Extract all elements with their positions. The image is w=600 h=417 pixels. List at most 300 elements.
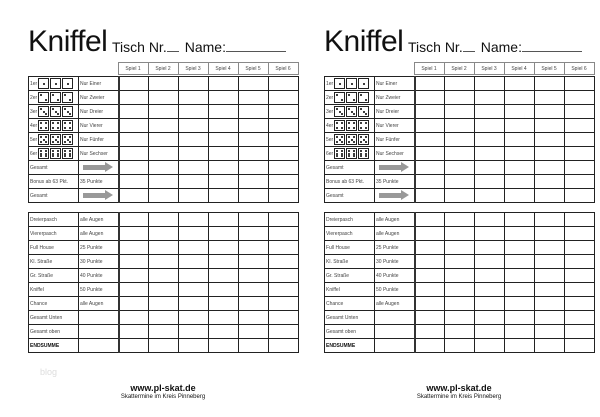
score-cell[interactable] (535, 241, 565, 255)
score-cell[interactable] (475, 227, 505, 241)
score-cell[interactable] (149, 189, 179, 203)
table-row (325, 189, 595, 203)
score-cell[interactable] (415, 119, 445, 133)
score-cell[interactable] (415, 297, 445, 311)
score-cell[interactable] (415, 161, 445, 175)
row-label: 5er (325, 133, 375, 147)
score-cell[interactable] (475, 255, 505, 269)
score-cell[interactable] (475, 91, 505, 105)
score-cell[interactable] (505, 269, 535, 283)
score-cell[interactable] (179, 269, 209, 283)
score-cell[interactable] (209, 161, 239, 175)
table-row (29, 339, 299, 353)
score-cell[interactable] (445, 91, 475, 105)
score-cell[interactable] (475, 213, 505, 227)
score-cell[interactable] (239, 227, 269, 241)
score-cell[interactable] (475, 311, 505, 325)
score-cell[interactable] (505, 147, 535, 161)
score-cell[interactable] (239, 297, 269, 311)
score-cell[interactable] (505, 91, 535, 105)
score-cell[interactable] (119, 189, 149, 203)
score-cell[interactable] (209, 119, 239, 133)
score-cell[interactable] (269, 297, 299, 311)
score-cell[interactable] (149, 283, 179, 297)
score-cell[interactable] (475, 339, 505, 353)
score-cell[interactable] (535, 227, 565, 241)
row-label: Full House (325, 241, 375, 255)
table-row (29, 255, 299, 269)
score-cell[interactable] (209, 339, 239, 353)
score-cell[interactable] (415, 175, 445, 189)
score-cell[interactable] (475, 119, 505, 133)
score-cell[interactable] (209, 147, 239, 161)
score-cell[interactable] (535, 213, 565, 227)
score-cell[interactable] (505, 325, 535, 339)
row-description: Nur Zweier (79, 91, 119, 105)
score-cell[interactable] (565, 311, 595, 325)
score-cell[interactable] (149, 133, 179, 147)
table-row (325, 77, 595, 91)
score-cell[interactable] (535, 325, 565, 339)
score-cell[interactable] (475, 283, 505, 297)
score-cell[interactable] (209, 297, 239, 311)
score-cell[interactable] (445, 269, 475, 283)
die-4-icon (38, 120, 49, 131)
row-label: Chance (325, 297, 375, 311)
upper-section-table (324, 76, 595, 203)
score-cell[interactable] (209, 77, 239, 91)
score-cell[interactable] (239, 339, 269, 353)
score-cell[interactable] (445, 241, 475, 255)
score-cell[interactable] (209, 91, 239, 105)
score-cell[interactable] (445, 227, 475, 241)
score-cell[interactable] (415, 241, 445, 255)
score-cell[interactable] (505, 161, 535, 175)
score-cell[interactable] (565, 147, 595, 161)
score-cell[interactable] (149, 175, 179, 189)
row-description: 40 Punkte (79, 269, 119, 283)
score-cell[interactable] (415, 213, 445, 227)
score-cell[interactable] (209, 175, 239, 189)
score-cell[interactable] (565, 297, 595, 311)
score-cell[interactable] (239, 325, 269, 339)
score-cell[interactable] (239, 269, 269, 283)
score-cell[interactable] (269, 147, 299, 161)
score-cell[interactable] (149, 241, 179, 255)
score-cell[interactable] (149, 269, 179, 283)
score-cell[interactable] (209, 227, 239, 241)
score-cell[interactable] (475, 297, 505, 311)
upper-section-table (28, 76, 299, 203)
score-cell[interactable] (179, 213, 209, 227)
score-cell[interactable] (475, 133, 505, 147)
score-cell[interactable] (269, 91, 299, 105)
score-cell[interactable] (505, 189, 535, 203)
score-cell[interactable] (475, 147, 505, 161)
score-cell[interactable] (239, 283, 269, 297)
score-cell[interactable] (149, 339, 179, 353)
die-6-icon (334, 148, 345, 159)
table-number-field[interactable] (167, 39, 179, 52)
score-cell[interactable] (179, 227, 209, 241)
score-cell[interactable] (149, 77, 179, 91)
score-cell[interactable] (505, 213, 535, 227)
score-cell[interactable] (119, 161, 149, 175)
table-row (325, 161, 595, 175)
die-1-icon (334, 78, 345, 89)
score-cell[interactable] (209, 325, 239, 339)
score-cell[interactable] (445, 119, 475, 133)
score-cell[interactable] (505, 241, 535, 255)
score-cell[interactable] (179, 77, 209, 91)
score-cell[interactable] (209, 283, 239, 297)
score-cell[interactable] (209, 255, 239, 269)
score-cell[interactable] (269, 311, 299, 325)
score-cell[interactable] (239, 311, 269, 325)
table-row (29, 241, 299, 255)
score-cell[interactable] (565, 255, 595, 269)
score-cell[interactable] (535, 255, 565, 269)
score-cell[interactable] (535, 161, 565, 175)
row-description: alle Augen (79, 297, 119, 311)
score-cell[interactable] (239, 161, 269, 175)
score-cell[interactable] (119, 91, 149, 105)
row-label: Gesamt (29, 189, 79, 203)
score-cell[interactable] (239, 241, 269, 255)
die-5-icon (358, 134, 369, 145)
score-cell[interactable] (505, 133, 535, 147)
score-cell[interactable] (415, 189, 445, 203)
score-cell[interactable] (565, 133, 595, 147)
score-cell[interactable] (179, 189, 209, 203)
score-cell[interactable] (119, 283, 149, 297)
score-cell[interactable] (445, 325, 475, 339)
game-header-cell: Spiel 3 (178, 63, 208, 75)
score-cell[interactable] (209, 189, 239, 203)
table-row (325, 339, 595, 353)
score-cell[interactable] (565, 161, 595, 175)
score-cell[interactable] (239, 105, 269, 119)
score-cell[interactable] (119, 213, 149, 227)
score-cell[interactable] (119, 241, 149, 255)
score-cell[interactable] (269, 325, 299, 339)
score-cell[interactable] (149, 105, 179, 119)
score-cell[interactable] (565, 339, 595, 353)
score-cell[interactable] (535, 105, 565, 119)
game-header-cell: Spiel 4 (504, 63, 534, 75)
row-description (79, 311, 119, 325)
score-cell[interactable] (445, 339, 475, 353)
score-cell[interactable] (565, 175, 595, 189)
score-cell[interactable] (119, 311, 149, 325)
score-cell[interactable] (445, 189, 475, 203)
score-cell[interactable] (239, 255, 269, 269)
score-cell[interactable] (269, 119, 299, 133)
row-label: Chance (29, 297, 79, 311)
table-row (29, 189, 299, 203)
score-cell[interactable] (475, 189, 505, 203)
score-cell[interactable] (415, 105, 445, 119)
row-description: alle Augen (375, 227, 415, 241)
row-label: ENDSUMME (29, 339, 79, 353)
score-cell[interactable] (269, 283, 299, 297)
score-cell[interactable] (209, 133, 239, 147)
score-cell[interactable] (535, 77, 565, 91)
game-header-cell: Spiel 4 (208, 63, 238, 75)
die-2-icon (62, 92, 73, 103)
die-5-icon (50, 134, 61, 145)
score-cell[interactable] (149, 213, 179, 227)
score-cell[interactable] (415, 147, 445, 161)
score-cell[interactable] (505, 77, 535, 91)
score-cell[interactable] (209, 311, 239, 325)
footer-url[interactable]: www.pl-skat.de (130, 383, 196, 393)
score-cell[interactable] (179, 133, 209, 147)
score-cell[interactable] (445, 255, 475, 269)
row-label: 6er (29, 147, 79, 161)
score-cell[interactable] (269, 105, 299, 119)
score-cell[interactable] (239, 213, 269, 227)
score-cell[interactable] (445, 147, 475, 161)
score-cell[interactable] (445, 311, 475, 325)
score-cell[interactable] (149, 119, 179, 133)
score-cell[interactable] (149, 325, 179, 339)
score-cell[interactable] (179, 311, 209, 325)
score-cell[interactable] (269, 133, 299, 147)
score-cell[interactable] (535, 175, 565, 189)
score-cell[interactable] (415, 325, 445, 339)
score-cell[interactable] (565, 77, 595, 91)
row-description (375, 339, 415, 353)
score-cell[interactable] (505, 227, 535, 241)
row-description: Nur Fünfer (375, 133, 415, 147)
score-cell[interactable] (445, 105, 475, 119)
score-cell[interactable] (149, 255, 179, 269)
score-cell[interactable] (565, 227, 595, 241)
game-header-cell: Spiel 5 (238, 63, 268, 75)
row-label: Kl. Straße (325, 255, 375, 269)
die-6-icon (358, 148, 369, 159)
row-label: Dreierpasch (29, 213, 79, 227)
score-cell[interactable] (239, 77, 269, 91)
table-row (325, 91, 595, 105)
score-cell[interactable] (239, 119, 269, 133)
score-cell[interactable] (239, 133, 269, 147)
score-cell[interactable] (179, 175, 209, 189)
score-cell[interactable] (119, 175, 149, 189)
die-2-icon (50, 92, 61, 103)
score-cell[interactable] (445, 133, 475, 147)
score-cell[interactable] (149, 297, 179, 311)
die-2-icon (358, 92, 369, 103)
score-cell[interactable] (179, 297, 209, 311)
score-cell[interactable] (179, 241, 209, 255)
score-cell[interactable] (269, 213, 299, 227)
score-cell[interactable] (505, 175, 535, 189)
score-cell[interactable] (209, 213, 239, 227)
score-cell[interactable] (119, 77, 149, 91)
table-row (29, 147, 299, 161)
score-cell[interactable] (565, 269, 595, 283)
score-cell[interactable] (445, 77, 475, 91)
score-cell[interactable] (119, 269, 149, 283)
score-cell[interactable] (415, 311, 445, 325)
score-cell[interactable] (505, 339, 535, 353)
row-description: 50 Punkte (375, 283, 415, 297)
score-cell[interactable] (179, 255, 209, 269)
score-cell[interactable] (415, 91, 445, 105)
score-cell[interactable] (445, 213, 475, 227)
score-cell[interactable] (269, 241, 299, 255)
footer-subtitle: Skattermine im Kreis Pinneberg (416, 394, 502, 400)
score-cell[interactable] (565, 283, 595, 297)
score-cell[interactable] (535, 147, 565, 161)
table-row (29, 105, 299, 119)
table-row (29, 297, 299, 311)
score-cell[interactable] (269, 175, 299, 189)
score-cell[interactable] (535, 119, 565, 133)
score-cell[interactable] (269, 189, 299, 203)
score-cell[interactable] (269, 227, 299, 241)
score-cell[interactable] (149, 161, 179, 175)
score-cell[interactable] (119, 227, 149, 241)
score-cell[interactable] (209, 269, 239, 283)
score-cell[interactable] (269, 269, 299, 283)
row-description: 35 Punkte (79, 175, 119, 189)
table-row (325, 147, 595, 161)
score-cell[interactable] (415, 283, 445, 297)
table-row (325, 175, 595, 189)
row-label: Dreierpasch (325, 213, 375, 227)
score-cell[interactable] (565, 91, 595, 105)
score-cell[interactable] (535, 91, 565, 105)
die-6-icon (50, 148, 61, 159)
score-cell[interactable] (565, 325, 595, 339)
score-cell[interactable] (475, 269, 505, 283)
score-cell[interactable] (179, 119, 209, 133)
score-cell[interactable] (565, 241, 595, 255)
score-cell[interactable] (119, 325, 149, 339)
score-cell[interactable] (179, 283, 209, 297)
score-cell[interactable] (475, 241, 505, 255)
score-cell[interactable] (445, 283, 475, 297)
score-cell[interactable] (119, 339, 149, 353)
score-cell[interactable] (445, 161, 475, 175)
score-cell[interactable] (505, 283, 535, 297)
score-cell[interactable] (119, 133, 149, 147)
game-header-cell: Spiel 6 (268, 63, 298, 75)
row-label: Kniffel (325, 283, 375, 297)
score-cell[interactable] (209, 241, 239, 255)
score-cell[interactable] (269, 255, 299, 269)
name-label: Name: (480, 39, 522, 55)
score-cell[interactable] (119, 297, 149, 311)
score-cell[interactable] (149, 147, 179, 161)
score-cell[interactable] (445, 175, 475, 189)
table-number-field[interactable] (463, 39, 475, 52)
row-label: 2er (325, 91, 375, 105)
table-row (29, 325, 299, 339)
score-cell[interactable] (535, 133, 565, 147)
score-cell[interactable] (239, 147, 269, 161)
score-cell[interactable] (535, 269, 565, 283)
score-cell[interactable] (179, 105, 209, 119)
score-cell[interactable] (565, 105, 595, 119)
row-description: 25 Punkte (375, 241, 415, 255)
score-cell[interactable] (149, 227, 179, 241)
score-cell[interactable] (505, 119, 535, 133)
score-cell[interactable] (535, 297, 565, 311)
score-cell[interactable] (505, 255, 535, 269)
score-cell[interactable] (209, 105, 239, 119)
score-cell[interactable] (415, 133, 445, 147)
score-cell[interactable] (179, 147, 209, 161)
score-cell[interactable] (565, 119, 595, 133)
game-header-cell: Spiel 2 (444, 63, 474, 75)
score-cell[interactable] (505, 105, 535, 119)
table-row (29, 213, 299, 227)
score-cell[interactable] (565, 189, 595, 203)
score-cell[interactable] (535, 189, 565, 203)
score-cell[interactable] (269, 77, 299, 91)
score-cell[interactable] (415, 339, 445, 353)
score-cell[interactable] (415, 227, 445, 241)
score-cell[interactable] (179, 339, 209, 353)
score-cell[interactable] (119, 119, 149, 133)
score-cell[interactable] (239, 189, 269, 203)
score-cell[interactable] (415, 255, 445, 269)
score-cell[interactable] (535, 311, 565, 325)
name-field[interactable] (522, 39, 582, 52)
row-label: ENDSUMME (325, 339, 375, 353)
score-cell[interactable] (239, 175, 269, 189)
score-cell[interactable] (565, 213, 595, 227)
score-cell[interactable] (179, 91, 209, 105)
score-cell[interactable] (119, 255, 149, 269)
score-cell[interactable] (149, 311, 179, 325)
score-cell[interactable] (415, 269, 445, 283)
score-cell[interactable] (475, 325, 505, 339)
table-row (29, 269, 299, 283)
score-cell[interactable] (149, 91, 179, 105)
score-cell[interactable] (119, 147, 149, 161)
score-cell[interactable] (239, 91, 269, 105)
score-cell[interactable] (269, 161, 299, 175)
score-cell[interactable] (475, 161, 505, 175)
row-description (375, 161, 415, 175)
score-cell[interactable] (535, 283, 565, 297)
score-cell[interactable] (119, 105, 149, 119)
row-description (375, 325, 415, 339)
footer-url[interactable]: www.pl-skat.de (426, 383, 492, 393)
die-5-icon (62, 134, 73, 145)
score-cell[interactable] (415, 77, 445, 91)
score-cell[interactable] (475, 77, 505, 91)
lower-section-table (28, 212, 299, 353)
name-field[interactable] (226, 39, 286, 52)
die-2-icon (334, 92, 345, 103)
table-row (29, 119, 299, 133)
score-cell[interactable] (179, 325, 209, 339)
score-cell[interactable] (505, 297, 535, 311)
score-cell[interactable] (269, 339, 299, 353)
score-cell[interactable] (535, 339, 565, 353)
score-cell[interactable] (445, 297, 475, 311)
score-cell[interactable] (475, 175, 505, 189)
score-cell[interactable] (179, 161, 209, 175)
score-cell[interactable] (475, 105, 505, 119)
score-cell[interactable] (505, 311, 535, 325)
